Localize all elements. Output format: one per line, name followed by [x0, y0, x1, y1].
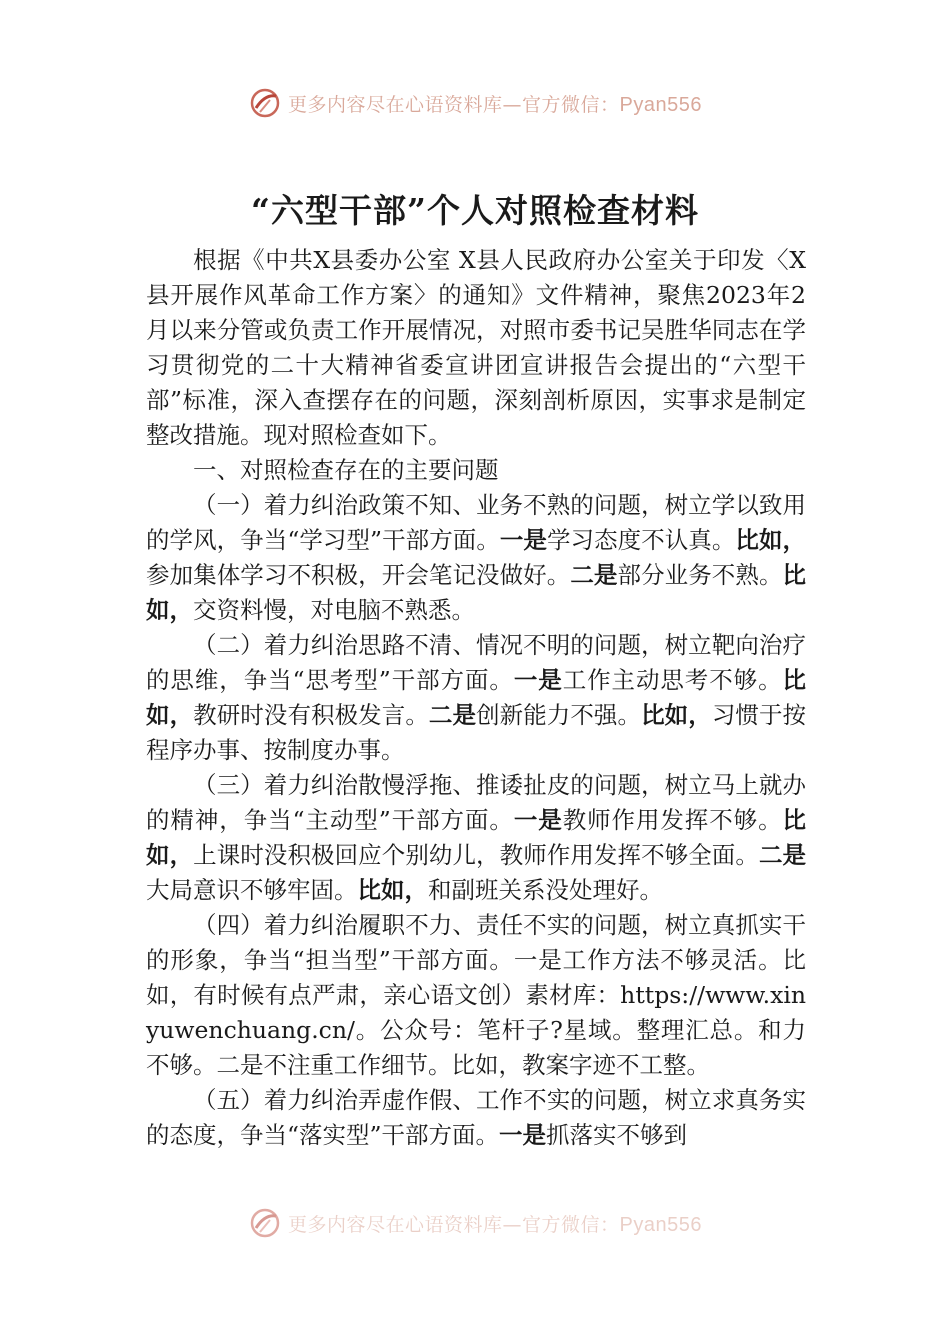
item-paragraph-5: （五）着力纠治弄虚作假、工作不实的问题，树立求真务实的态度，争当“落实型”干部方面。一是抓落实不够到 [146, 1086, 806, 1149]
watermark-id: Pyan556 [619, 93, 702, 116]
watermark-text: 更多内容尽在心语资料库—官方微信：Pyan556 [288, 93, 702, 116]
logo-icon [248, 86, 282, 120]
watermark-text: 更多内容尽在心语资料库—官方微信：Pyan556 [288, 1213, 702, 1236]
logo-icon [248, 1206, 282, 1240]
watermark-top [0, 86, 950, 120]
section-heading: 一、对照检查存在的主要问题 [193, 456, 499, 484]
item-paragraph-3: （三）着力纠治散慢浮拖、推诿扯皮的问题，树立马上就办的精神，争当“主动型”干部方面。一是教师作用发挥不够。比如，上课时没积极回应个别幼儿，教师作用发挥不够全面。二是大局意识不够牢固。比如，和副班关系没处理好。 [146, 771, 807, 904]
watermark-id: Pyan556 [619, 1213, 702, 1236]
intro-paragraph: 根据《中共X县委办公室 X县人民政府办公室关于印发〈X县开展作风革命工作方案〉的通知》文件精神，聚焦2023年2月以来分管或负责工作开展情况，对照市委书记吴胜华同志在学习贯彻党的二十大精神省委宣讲团宣讲报告会提出的“六型干部”标准，深入查摆存在的问题，深刻剖析原因，实事求是制定整改措施。现对照检查如下。 [146, 246, 806, 449]
item-paragraph-2: （二）着力纠治思路不清、情况不明的问题，树立靶向治疗的思维，争当“思考型”干部方面。一是工作主动思考不够。比如，教研时没有积极发言。二是创新能力不强。比如，习惯于按程序办事、按制度办事。 [146, 631, 807, 764]
document-body [146, 243, 806, 1153]
watermark-bottom [0, 1206, 950, 1240]
page-title: “六型干部”个人对照检查材料 [251, 191, 699, 230]
item-paragraph-1: （一）着力纠治政策不知、业务不熟的问题，树立学以致用的学风，争当“学习型”干部方面。一是学习态度不认真。比如，参加集体学习不积极，开会笔记没做好。二是部分业务不熟。比如，交资料慢，对电脑不熟悉。 [146, 491, 807, 624]
item-paragraph-4: （四）着力纠治履职不力、责任不实的问题，树立真抓实干的形象，争当“担当型”干部方面。一是工作方法不够灵活。比如，有时候有点严肃，亲心语文创）素材库：https://www.xinyuwenchuang.cn/。公众号：笔杆子?星域。整理汇总。和力不够。二是不注重工作细节。比如，教案字迹不工整。 [146, 911, 806, 1079]
